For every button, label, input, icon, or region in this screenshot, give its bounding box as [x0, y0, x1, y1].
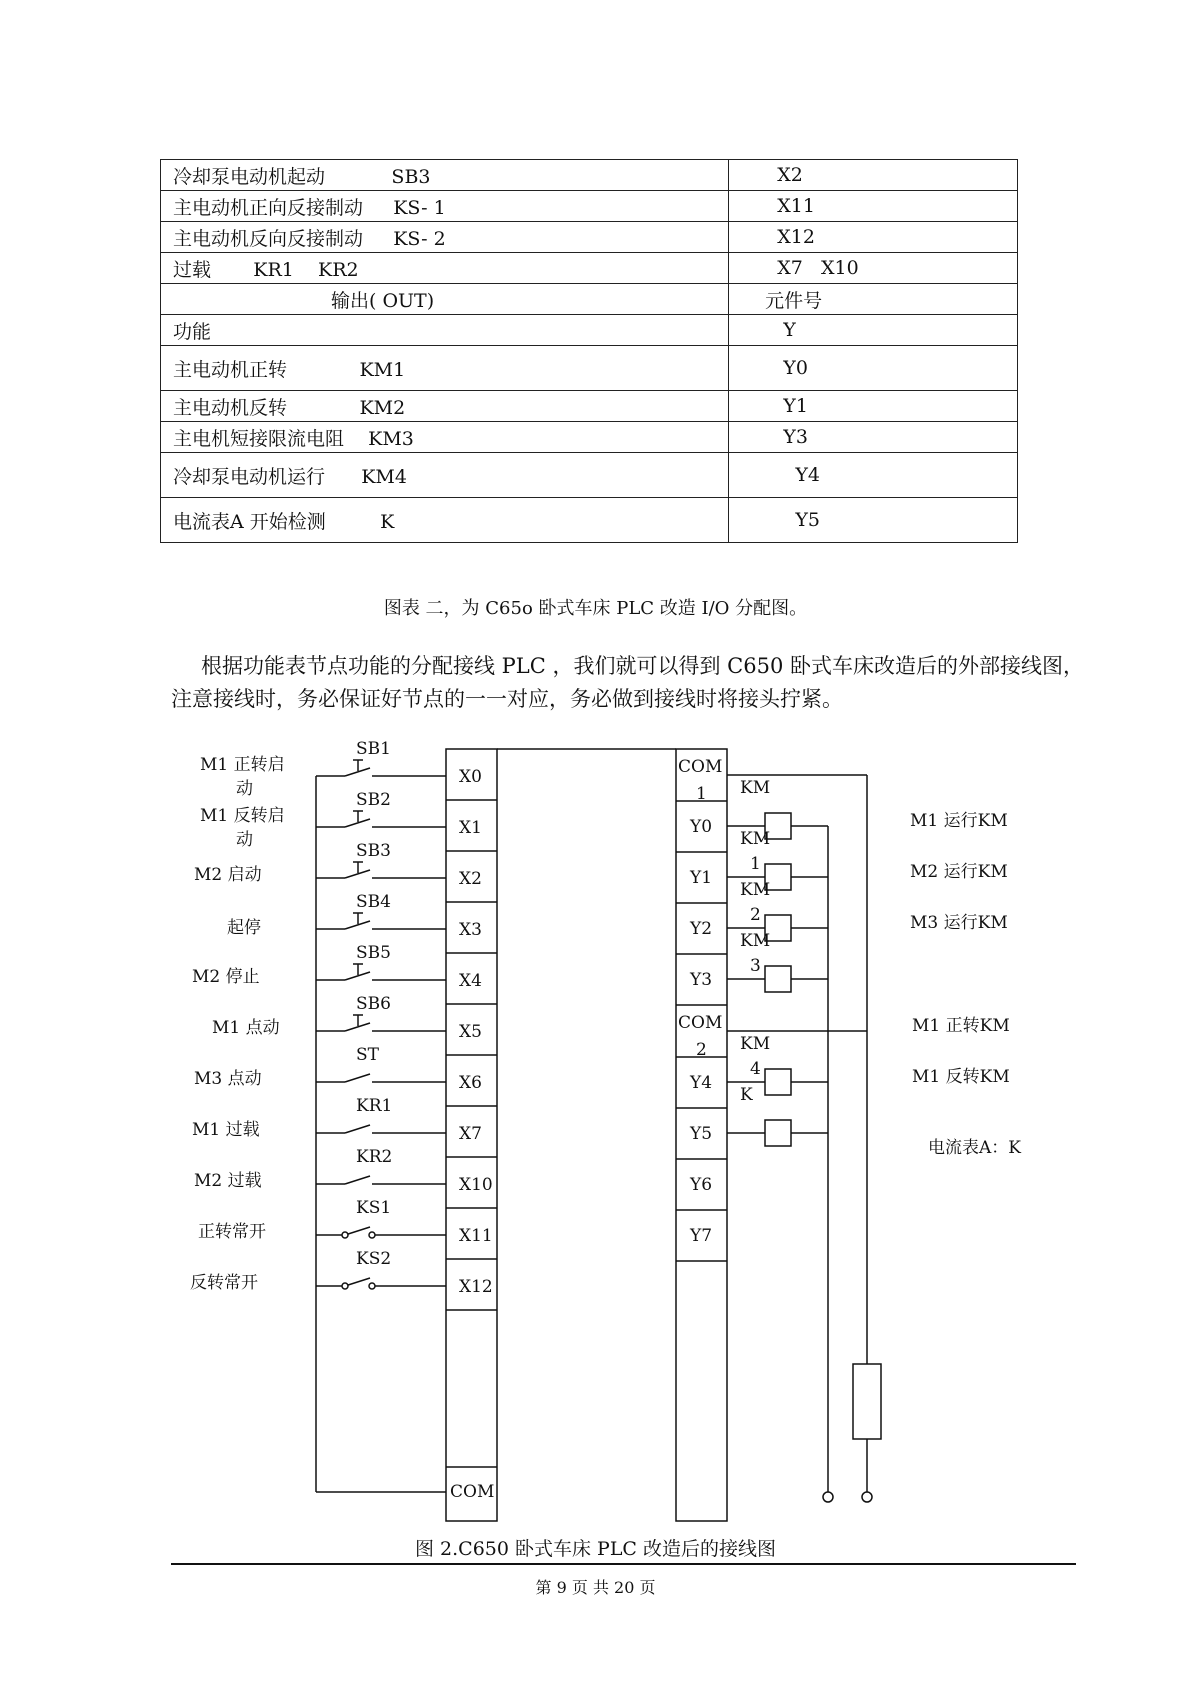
table-row — [161, 391, 1018, 422]
input-terminal-label: X10 — [459, 1175, 493, 1195]
output-terminal-label: Y1 — [690, 868, 713, 888]
output-terminal-label: Y0 — [690, 817, 713, 837]
table-cell-label: 电流表A 开始检测 K — [161, 498, 729, 543]
coil — [765, 1069, 791, 1095]
input-terminal-label: X3 — [459, 920, 482, 940]
output-terminal-label: Y2 — [690, 919, 713, 939]
io-table — [160, 159, 1018, 543]
output-description: M1 运行KM — [910, 811, 1008, 831]
output-description: 电流表A：K — [928, 1138, 1021, 1158]
table-cell-label: 过载 KR1 KR2 — [161, 253, 729, 284]
table-caption: 图表 二，为 C65o 卧式车床 PLC 改造 I/O 分配图。 — [383, 598, 808, 619]
output-com-sub: 1 — [696, 784, 707, 804]
output-terminal-label: Y5 — [690, 1124, 713, 1144]
input-terminal-label: X4 — [459, 971, 482, 991]
switch-contact — [345, 1278, 370, 1286]
table-cell-value: 元件号 — [729, 284, 1018, 315]
input-description: 反转常开 — [190, 1273, 258, 1293]
table-row — [161, 253, 1018, 284]
table-cell-value: Y0 — [729, 346, 1018, 391]
body-paragraph: 根据功能表节点功能的分配接线 PLC ，我们就可以得到 C650 卧式车床改造后的外部接线图，注意接线时，务必保证好节点的一一对应，务必做到接线时将接头拧紧。 — [171, 654, 1084, 711]
table-row-output-header — [161, 284, 1018, 315]
table-cell-value: Y4 — [729, 453, 1018, 498]
input-terminal-label: X1 — [459, 818, 482, 838]
output-description: M3 运行KM — [910, 913, 1008, 933]
input-com-label: COM — [450, 1482, 495, 1502]
switch-label: KS2 — [356, 1249, 392, 1269]
coil-label: KM — [740, 1034, 771, 1054]
coil — [765, 966, 791, 992]
table-row-function — [161, 315, 1018, 346]
output-terminal-label: COM — [678, 757, 723, 777]
input-description: 动 — [236, 830, 253, 850]
output-terminal-label: COM — [678, 1013, 723, 1033]
table-cell-label: 冷却泵电动机运行 KM4 — [161, 453, 729, 498]
input-terminal-label: X0 — [459, 767, 482, 787]
table-row — [161, 160, 1018, 191]
table-cell-label: 主电动机反转 KM2 — [161, 391, 729, 422]
output-description: M1 反转KM — [912, 1067, 1010, 1087]
input-description: M3 点动 — [194, 1069, 262, 1089]
switch-label: SB3 — [356, 841, 391, 861]
output-terminal-label: Y7 — [690, 1226, 713, 1246]
page-number: 第 9 页 共 20 页 — [535, 1578, 656, 1597]
coil-label: KM — [740, 931, 771, 951]
coil-label: KM — [740, 829, 771, 849]
switch-label: SB1 — [356, 739, 391, 759]
switch-label: SB5 — [356, 943, 391, 963]
table-cell-label: 主电机短接限流电阻 KM3 — [161, 422, 729, 453]
table-cell-label: 功能 — [161, 315, 729, 346]
table-cell-label: 冷却泵电动机起动 SB3 — [161, 160, 729, 191]
table-cell-value: Y5 — [729, 498, 1018, 543]
switch-contact — [345, 1074, 370, 1082]
table-row — [161, 422, 1018, 453]
input-description: M1 正转启 — [200, 755, 285, 775]
input-description: M1 过载 — [192, 1120, 260, 1140]
output-description: M2 运行KM — [910, 862, 1008, 882]
switch-label: SB6 — [356, 994, 391, 1014]
table-row — [161, 191, 1018, 222]
output-terminal-label: Y4 — [690, 1073, 713, 1093]
table-cell-value: Y — [729, 315, 1018, 346]
input-description: 起停 — [227, 918, 261, 938]
switch-label: SB2 — [356, 790, 391, 810]
coil — [765, 1120, 791, 1146]
output-com-sub: 2 — [696, 1040, 707, 1060]
input-terminal-label: X2 — [459, 869, 482, 889]
contact-node — [369, 1283, 375, 1289]
table-cell-value: Y3 — [729, 422, 1018, 453]
output-terminal-label: Y3 — [690, 970, 713, 990]
table-row — [161, 453, 1018, 498]
input-terminal-label: X11 — [459, 1226, 493, 1246]
coil-sub-label: 3 — [750, 956, 761, 976]
table-cell-value: X11 — [729, 191, 1018, 222]
switch-contact — [345, 1176, 370, 1184]
table-cell-value: X2 — [729, 160, 1018, 191]
switch-label: ST — [356, 1045, 379, 1065]
wiring-diagram — [0, 720, 1191, 1530]
output-terminal-label: Y6 — [690, 1175, 713, 1195]
input-terminal-label: X12 — [459, 1277, 493, 1297]
contact-node — [342, 1283, 348, 1289]
table-cell-value: X7 X10 — [729, 253, 1018, 284]
switch-label: SB4 — [356, 892, 391, 912]
table-cell-label: 主电动机正向反接制动 KS- 1 — [161, 191, 729, 222]
coil-label: K — [740, 1085, 753, 1105]
input-terminal-label: X7 — [459, 1124, 482, 1144]
table-row — [161, 222, 1018, 253]
table-row — [161, 346, 1018, 391]
coil-sub-label: 2 — [750, 905, 761, 925]
coil-label: KM — [740, 778, 771, 798]
footer-rule — [171, 1563, 1076, 1565]
table-cell-value: X12 — [729, 222, 1018, 253]
switch-label: KR1 — [356, 1096, 393, 1116]
input-description: 动 — [236, 779, 253, 799]
switch-contact — [345, 1227, 370, 1235]
input-description: M2 过载 — [194, 1171, 262, 1191]
switch-label: KS1 — [356, 1198, 392, 1218]
input-terminal-label: X6 — [459, 1073, 482, 1093]
table-cell-label: 输出( OUT) — [161, 284, 729, 315]
switch-contact — [345, 1125, 370, 1133]
switch-label: KR2 — [356, 1147, 393, 1167]
input-terminal-label: X5 — [459, 1022, 482, 1042]
table-cell-value: Y1 — [729, 391, 1018, 422]
table-row — [161, 498, 1018, 543]
output-description: M1 正转KM — [912, 1016, 1010, 1036]
contact-node — [342, 1232, 348, 1238]
coil-label: KM — [740, 880, 771, 900]
diagram-caption: 图 2.C650 卧式车床 PLC 改造后的接线图 — [414, 1538, 777, 1560]
input-description: M1 反转启 — [200, 806, 285, 826]
input-description: 正转常开 — [198, 1222, 266, 1242]
input-description: M2 启动 — [194, 865, 262, 885]
table-cell-label: 主电动机反向反接制动 KS- 2 — [161, 222, 729, 253]
coil-sub-label: 1 — [750, 854, 761, 874]
input-description: M1 点动 — [212, 1018, 280, 1038]
table-cell-label: 主电动机正转 KM1 — [161, 346, 729, 391]
contact-node — [369, 1232, 375, 1238]
coil-sub-label: 4 — [750, 1059, 761, 1079]
input-description: M2 停止 — [192, 967, 260, 987]
